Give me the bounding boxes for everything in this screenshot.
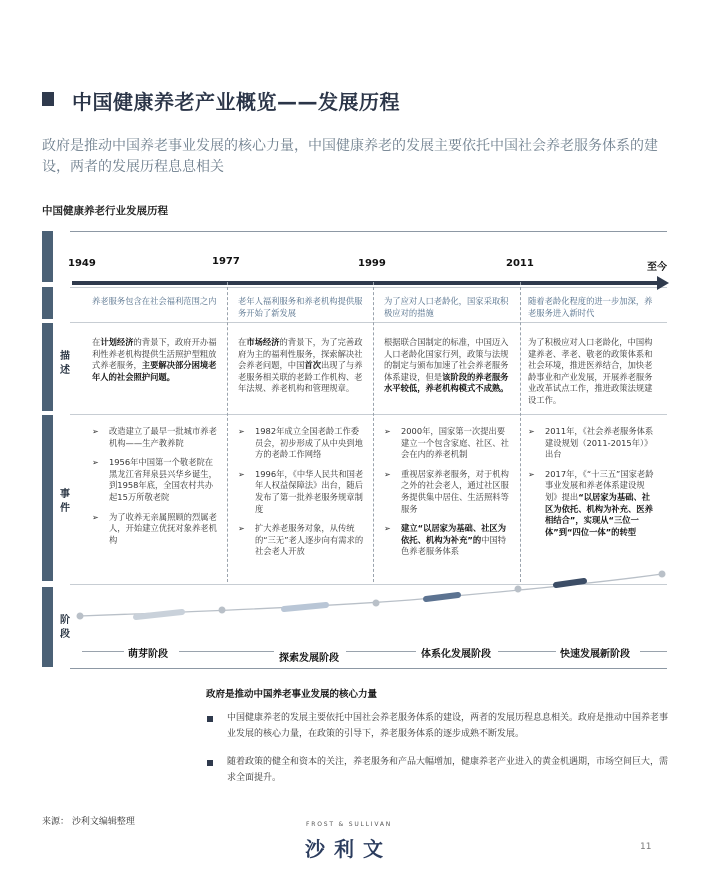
- year-label: 至今: [647, 262, 667, 273]
- column-description: [528, 337, 656, 407]
- row-divider: [70, 414, 667, 415]
- title-square-icon: [42, 92, 54, 106]
- emphasis-text: 该阶段的养老服务水平较低，养老机构模式不成熟。: [384, 371, 509, 394]
- emphasis-text: 主要解决部分困境老年人的社会照护问题。: [92, 360, 217, 382]
- emphasis-text: “以居家为基础、社区为依托、机构为补充、医养相结合”，实现从“三位一体”到“四位一体”的转型: [545, 491, 653, 537]
- body-text: 的背景下，为了完善政府为主的福利性服务，探索解决社会养老问题，中国: [238, 337, 363, 371]
- curve-dot: [515, 586, 522, 593]
- summary-bullet: 中国健康养老的发展主要依托中国社会养老服务体系的建设，两者的发展历程息息相关。政府是推动中国养老事业发展的核心力量，在政策的引导下，养老服务体系的逐步成熟不断发展。: [227, 713, 669, 739]
- logo-frost-sullivan: FROST & SULLIVAN: [306, 821, 393, 828]
- top-rule: [70, 231, 667, 232]
- curve-dot: [659, 571, 666, 578]
- year-label: 2011: [506, 258, 534, 269]
- stage-dash: [498, 651, 556, 652]
- row-divider: [70, 322, 667, 323]
- body-text: 1996年，《中华人民共和国老年人权益保障法》出台，随后发布了第一批养老服务规章制度: [255, 468, 364, 514]
- body-text: 扩大养老服务对象，从传统的“三无”老人逐步向有需求的社会老人开放: [255, 523, 364, 557]
- sidebar-block-events: [42, 415, 53, 581]
- body-text: 1982年成立全国老龄工作委员会，初步形成了从中央到地方的老龄工作网络: [255, 426, 363, 460]
- chart-title: 中国健康养老行业发展历程: [42, 205, 168, 217]
- page-title: 中国健康养老产业概览——发展历程: [72, 90, 400, 114]
- column-separator: [227, 282, 228, 582]
- column-events: [528, 426, 656, 546]
- column-head: 养老服务包含在社会福利范围之内: [92, 296, 217, 306]
- sidebar-block-year: [42, 231, 53, 282]
- stage-segment: [426, 595, 458, 599]
- bottom-rule: [70, 668, 667, 669]
- event-item: [92, 457, 220, 503]
- body-text: 在: [238, 337, 247, 347]
- stage-segment: [136, 612, 182, 617]
- body-text: 2017年，《“十三五”国家老龄事业发展和养老体系建设规划》提出: [545, 468, 654, 502]
- column-events: [238, 426, 366, 566]
- sidebar-block-stage: [42, 587, 53, 667]
- year-label: 1949: [68, 258, 96, 269]
- event-item: [92, 512, 220, 547]
- column-events: [384, 426, 512, 566]
- stage-dash: [179, 651, 274, 652]
- stage-label: 萌芽阶段: [128, 649, 168, 660]
- stage-label: 快速发展新阶段: [560, 649, 630, 660]
- column-description: [92, 337, 220, 383]
- body-text: 为了积极应对人口老龄化，中国构建养老、孝老、敬老的政策体系和社会环境，推进医养结合，加快老龄事业和产业发展，开展养老服务业改革试点工作，推进政策法规建设工作。: [528, 337, 653, 405]
- curve-dot: [373, 600, 380, 607]
- body-text: 出现了与养老服务相关联的老龄工作机构、老年法规、养老机构和管理规章。: [238, 360, 363, 394]
- event-item: [384, 426, 512, 461]
- sidebar-block-desc: [42, 323, 53, 411]
- body-text: 2000年，国家第一次提出要建立一个包含家庭、社区、社会在内的养老机制: [401, 426, 509, 460]
- sidebar-block-head: [42, 287, 53, 319]
- event-item: [528, 469, 656, 539]
- curve-dot: [77, 613, 84, 620]
- body-text: 重视居家养老服务，对于机构之外的社会老人，通过社区服务提供集中居住、生活照料等服务: [401, 468, 509, 514]
- column-description: [384, 337, 512, 395]
- row-label-desc: 描述: [60, 351, 70, 376]
- event-item: [92, 426, 220, 449]
- event-item: [528, 426, 656, 461]
- emphasis-text: 首次: [304, 360, 321, 371]
- body-text: 在: [92, 337, 101, 347]
- curve-dot: [219, 607, 226, 614]
- event-item: [238, 523, 366, 558]
- stage-segment: [284, 605, 326, 609]
- row-label-events: 事件: [60, 489, 70, 514]
- event-item: [238, 426, 366, 461]
- stage-segment: [556, 581, 584, 585]
- stage-dash: [640, 651, 667, 652]
- bullet-square-icon: [207, 760, 213, 766]
- column-head: 为了应对人口老龄化，国家采取积极应对的措施: [384, 296, 509, 318]
- body-text: 改造建立了最早一批城市养老机构——生产教养院: [109, 426, 217, 448]
- column-separator: [520, 282, 521, 582]
- column-head: 随着老龄化程度的进一步加深，养老服务进入新时代: [528, 296, 653, 318]
- summary-bullet: 随着政策的健全和资本的关注，养老服务和产品大幅增加，健康养老产业进入的黄金机遇期，市场空间巨大，需求全面提升。: [227, 757, 669, 783]
- bullet-square-icon: [207, 716, 213, 722]
- page-number: 11: [640, 842, 652, 852]
- event-item: [384, 469, 512, 515]
- timeline-arrow: [72, 276, 669, 290]
- event-item: [238, 469, 366, 515]
- body-text: 根据联合国制定的标准，中国迈入人口老龄化国家行列，政策与法规的制定与颁布加速了社会养老服务体系建设，但是: [384, 337, 509, 382]
- year-label: 1977: [212, 256, 240, 267]
- column-description: [238, 337, 366, 395]
- source-note: 来源： 沙利文编辑整理: [42, 817, 135, 827]
- body-text: 中国特色养老服务体系: [401, 534, 507, 557]
- stage-dash: [346, 651, 416, 652]
- body-text: 为了收养无亲属照顾的烈属老人，开始建立优抚对象养老机构: [109, 511, 217, 545]
- column-separator: [373, 282, 374, 582]
- column-events: [92, 426, 220, 554]
- emphasis-text: 建立“以居家为基础、社区为依托、机构为补充”的: [401, 523, 507, 545]
- body-text: 1956年中国第一个敬老院在黑龙江省拜泉县兴华乡诞生，到1958年底，全国农村共办起15万所敬老院: [109, 457, 217, 502]
- body-text: 的背景下，政府开办福利性养老机构提供生活照护型粗放式养老服务，: [92, 337, 217, 371]
- emphasis-text: 市场经济: [246, 337, 280, 347]
- stage-label: 体系化发展阶段: [421, 649, 491, 660]
- stage-curve: [70, 566, 670, 626]
- logo-sullivan-cn: 沙利文: [305, 837, 392, 861]
- body-text: 2011年，《社会养老服务体系建设规划（2011-2015年）》出台: [545, 426, 654, 460]
- emphasis-text: 计划经济: [100, 337, 134, 347]
- event-item: [384, 523, 512, 558]
- year-label: 1999: [358, 258, 386, 269]
- summary-title: 政府是推动中国养老事业发展的核心力量: [206, 689, 378, 700]
- page-subtitle: 政府是推动中国养老事业发展的核心力量，中国健康养老的发展主要依托中国社会养老服务体系的建设，两者的发展历程息息相关: [42, 138, 658, 175]
- row-label-stage: 阶段: [60, 615, 70, 640]
- stage-label: 探索发展阶段: [279, 653, 339, 664]
- stage-dash: [82, 651, 124, 652]
- column-head: 老年人福利服务和养老机构提供服务开始了新发展: [238, 296, 363, 318]
